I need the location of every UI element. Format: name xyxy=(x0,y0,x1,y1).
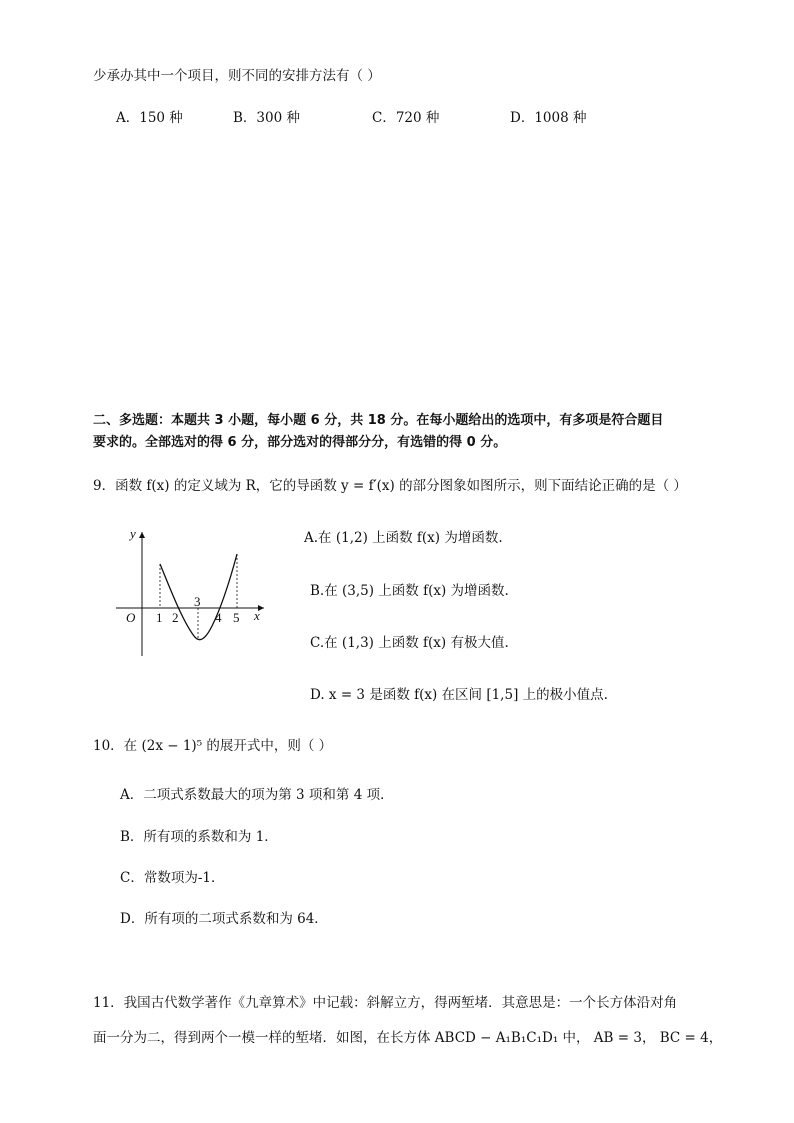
origin-label: O xyxy=(126,610,136,625)
q8-stem-tail: 少承办其中一个项目，则不同的安排方法有（ ） xyxy=(93,68,381,84)
q9-option-d: D. x = 3 是函数 f(x) 在区间 [1,5] 上的极小值点. xyxy=(310,687,608,703)
q11-stem-line1: 11．我国古代数学著作《九章算术》中记载：斜解立方，得两堑堵．其意思是：一个长方体沿对角 xyxy=(93,995,678,1011)
x-axis-label: x xyxy=(254,608,260,623)
q10-option-d: D．所有项的二项式系数和为 64． xyxy=(120,911,328,927)
q10-option-a: A．二项式系数最大的项为第 3 项和第 4 项． xyxy=(120,787,394,803)
q8-option-b: B．300 种 xyxy=(233,110,300,126)
section2-heading-line1: 二、多选题：本题共 3 小题，每小题 6 分，共 18 分。在每小题给出的选项中，有多项是符合题目 xyxy=(93,413,664,428)
q10-option-b: B．所有项的系数和为 1． xyxy=(120,829,278,845)
tick-label-2: 2 xyxy=(172,610,179,625)
tick-label-3: 3 xyxy=(194,594,201,609)
q10-stem: 10．在 (2x − 1)⁵ 的展开式中，则（ ） xyxy=(93,738,333,754)
q8-option-c: C．720 种 xyxy=(372,110,440,126)
q9-option-b: B.在 (3,5) 上函数 f(x) 为增函数. xyxy=(310,583,509,599)
section2-heading-line2: 要求的。全部选对的得 6 分，部分选对的得部分分，有选错的得 0 分。 xyxy=(93,435,507,450)
q8-option-a: A．150 种 xyxy=(116,110,183,126)
tick-label-5: 5 xyxy=(233,610,240,625)
q9-option-c: C.在 (1,3) 上函数 f(x) 有极大值. xyxy=(310,635,509,651)
tick-label-4: 4 xyxy=(215,610,222,625)
y-axis-label: y xyxy=(130,526,136,541)
q10-option-c: C．常数项为-1． xyxy=(120,870,225,886)
derivative-graph xyxy=(112,522,272,662)
q9-option-a: A.在 (1,2) 上函数 f(x) 为增函数. xyxy=(304,530,503,546)
q11-stem-line2: 面一分为二，得到两个一模一样的堑堵．如图，在长方体 ABCD − A₁B₁C₁D₁ 中， AB = 3， BC = 4， xyxy=(93,1030,723,1046)
tick-label-1: 1 xyxy=(156,610,163,625)
q9-stem: 9．函数 f(x) 的定义域为 R，它的导函数 y = f′(x) 的部分图象如图所示，则下面结论正确的是（ ） xyxy=(93,478,687,494)
q8-option-d: D．1008 种 xyxy=(510,110,587,126)
